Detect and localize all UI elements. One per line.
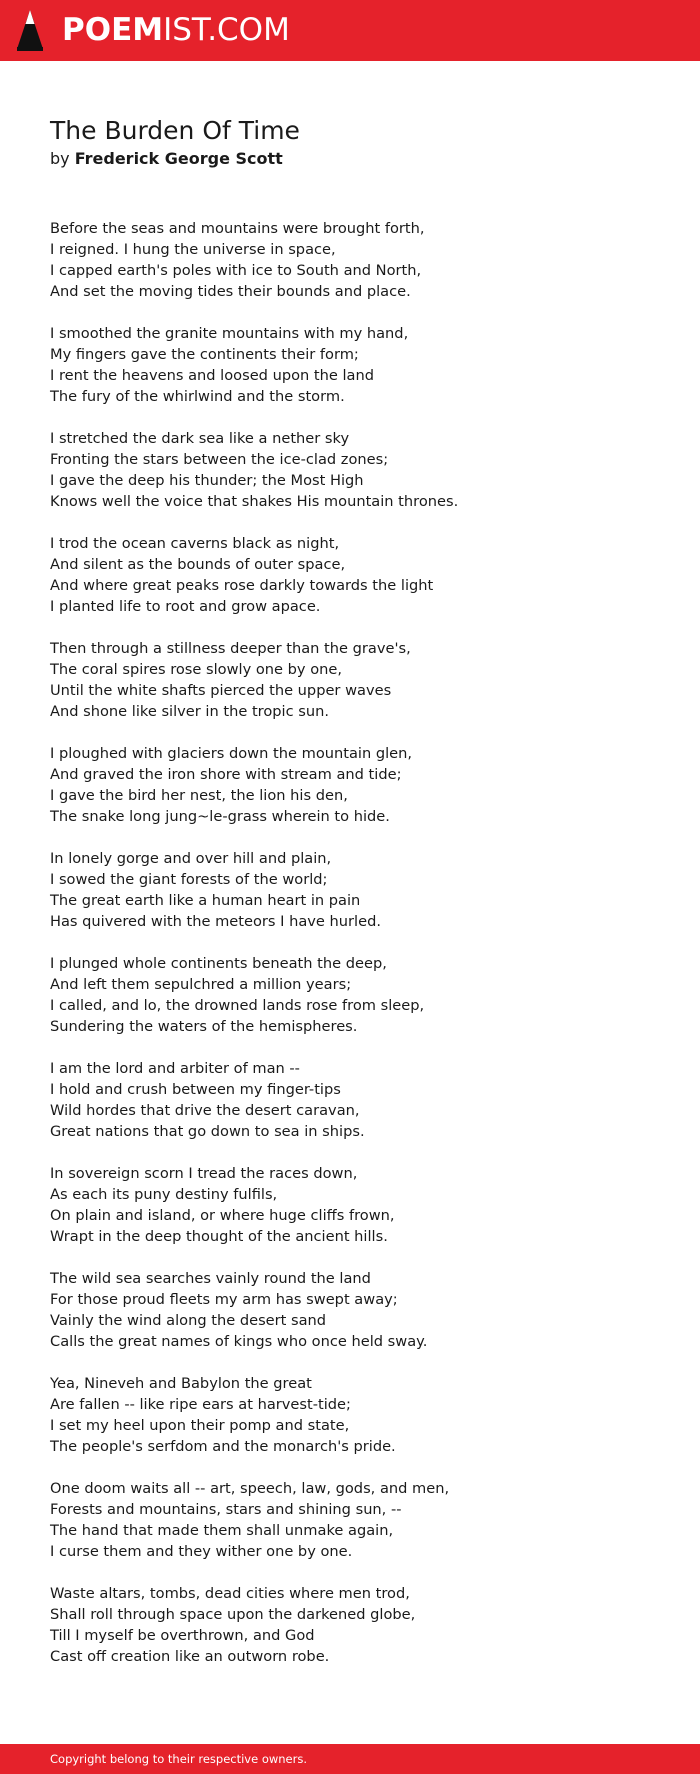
- by-label: by: [50, 149, 70, 168]
- poem-line: I am the lord and arbiter of man --: [50, 1060, 300, 1077]
- poem-line: Forests and mountains, stars and shining sun, --: [50, 1501, 402, 1518]
- poem-line: I gave the deep his thunder; the Most High: [50, 472, 364, 489]
- poem-line: I set my heel upon their pomp and state,: [50, 1417, 350, 1434]
- poem-stanza: [50, 218, 650, 302]
- poem-line: The great earth like a human heart in pain: [50, 892, 361, 909]
- poem-line: Vainly the wind along the desert sand: [50, 1312, 327, 1329]
- poem-line: I trod the ocean caverns black as night,: [50, 535, 340, 552]
- poem-line: Until the white shafts pierced the upper waves: [50, 682, 392, 699]
- author-name: Frederick George Scott: [74, 149, 283, 168]
- poem-line: The people's serfdom and the monarch's pride.: [50, 1438, 396, 1455]
- poem-stanza: [50, 1478, 650, 1562]
- poem-stanza: [50, 953, 650, 1037]
- poem-line: The fury of the whirlwind and the storm.: [50, 388, 345, 405]
- poem-line: Before the seas and mountains were brought forth,: [50, 220, 425, 237]
- site-header: [0, 0, 700, 61]
- copyright-text: Copyright belong to their respective owners.: [50, 1752, 308, 1766]
- poem-line: Shall roll through space upon the darkened globe,: [50, 1606, 416, 1623]
- poem-line: My fingers gave the continents their form;: [50, 346, 359, 363]
- poem-stanza: [50, 1268, 650, 1352]
- poem-line: I hold and crush between my finger-tips: [50, 1081, 341, 1098]
- poem-line: In lonely gorge and over hill and plain,: [50, 850, 332, 867]
- poem-title: The Burden Of Time: [50, 116, 300, 145]
- poem-stanza: [50, 1583, 650, 1667]
- poem-line: I stretched the dark sea like a nether sky: [50, 430, 350, 447]
- poem-line: I smoothed the granite mountains with my hand,: [50, 325, 409, 342]
- poem-line: Wrapt in the deep thought of the ancient hills.: [50, 1228, 388, 1245]
- poem-line: Till I myself be overthrown, and God: [50, 1627, 315, 1644]
- poem-body: [50, 218, 650, 1688]
- poem-line: For those proud fleets my arm has swept away;: [50, 1291, 398, 1308]
- poem-line: Sundering the waters of the hemispheres.: [50, 1018, 358, 1035]
- poem-stanza: [50, 848, 650, 932]
- poem-line: Calls the great names of kings who once held sway.: [50, 1333, 428, 1350]
- poem-line: The wild sea searches vainly round the land: [50, 1270, 371, 1287]
- poem-line: I sowed the giant forests of the world;: [50, 871, 328, 888]
- poem-stanza: [50, 638, 650, 722]
- poem-line: I capped earth's poles with ice to South and North,: [50, 262, 422, 279]
- poem-line: Then through a stillness deeper than the grave's,: [50, 640, 411, 657]
- poem-stanza: [50, 428, 650, 512]
- logo-bold-text: POEM: [62, 12, 164, 48]
- poem-line: Yea, Nineveh and Babylon the great: [50, 1375, 312, 1392]
- poem-line: Fronting the stars between the ice-clad zones;: [50, 451, 389, 468]
- poem-line: As each its puny destiny fulfils,: [50, 1186, 278, 1203]
- site-logo[interactable]: [62, 10, 290, 50]
- poem-line: And set the moving tides their bounds and place.: [50, 283, 411, 300]
- poem-line: I planted life to root and grow apace.: [50, 598, 321, 615]
- poem-line: Has quivered with the meteors I have hurled.: [50, 913, 381, 930]
- poem-line: And graved the iron shore with stream and tide;: [50, 766, 402, 783]
- poem-line: And shone like silver in the tropic sun.: [50, 703, 329, 720]
- poem-line: I reigned. I hung the universe in space,: [50, 241, 336, 258]
- poem-stanza: [50, 1163, 650, 1247]
- poem-line: I plunged whole continents beneath the deep,: [50, 955, 387, 972]
- poem-line: Are fallen -- like ripe ears at harvest-tide;: [50, 1396, 351, 1413]
- poem-line: Cast off creation like an outworn robe.: [50, 1648, 330, 1665]
- site-footer: [0, 1744, 700, 1774]
- poem-line: I gave the bird her nest, the lion his den,: [50, 787, 348, 804]
- poem-line: I ploughed with glaciers down the mountain glen,: [50, 745, 413, 762]
- byline: [50, 147, 283, 171]
- poem-line: The coral spires rose slowly one by one,: [50, 661, 343, 678]
- poem-line: One doom waits all -- art, speech, law, gods, and men,: [50, 1480, 450, 1497]
- poem-line: And left them sepulchred a million years;: [50, 976, 352, 993]
- poem-line: Wild hordes that drive the desert caravan,: [50, 1102, 360, 1119]
- pencil-icon[interactable]: [16, 9, 44, 51]
- poem-line: Knows well the voice that shakes His mountain thrones.: [50, 493, 459, 510]
- poem-line: The snake long jung~le-grass wherein to hide.: [50, 808, 390, 825]
- poem-stanza: [50, 1058, 650, 1142]
- poem-line: And where great peaks rose darkly towards the light: [50, 577, 434, 594]
- poem-stanza: [50, 1373, 650, 1457]
- poem-line: Waste altars, tombs, dead cities where men trod,: [50, 1585, 410, 1602]
- logo-light-text: IST.COM: [163, 12, 290, 48]
- poem-line: The hand that made them shall unmake again,: [50, 1522, 394, 1539]
- poem-line: I curse them and they wither one by one.: [50, 1543, 353, 1560]
- poem-line: And silent as the bounds of outer space,: [50, 556, 346, 573]
- poem-stanza: [50, 533, 650, 617]
- poem-line: Great nations that go down to sea in ships.: [50, 1123, 365, 1140]
- poem-stanza: [50, 323, 650, 407]
- poem-stanza: [50, 743, 650, 827]
- poem-line: I rent the heavens and loosed upon the land: [50, 367, 374, 384]
- poem-line: On plain and island, or where huge cliffs frown,: [50, 1207, 395, 1224]
- poem-line: In sovereign scorn I tread the races down,: [50, 1165, 358, 1182]
- poem-line: I called, and lo, the drowned lands rose from sleep,: [50, 997, 425, 1014]
